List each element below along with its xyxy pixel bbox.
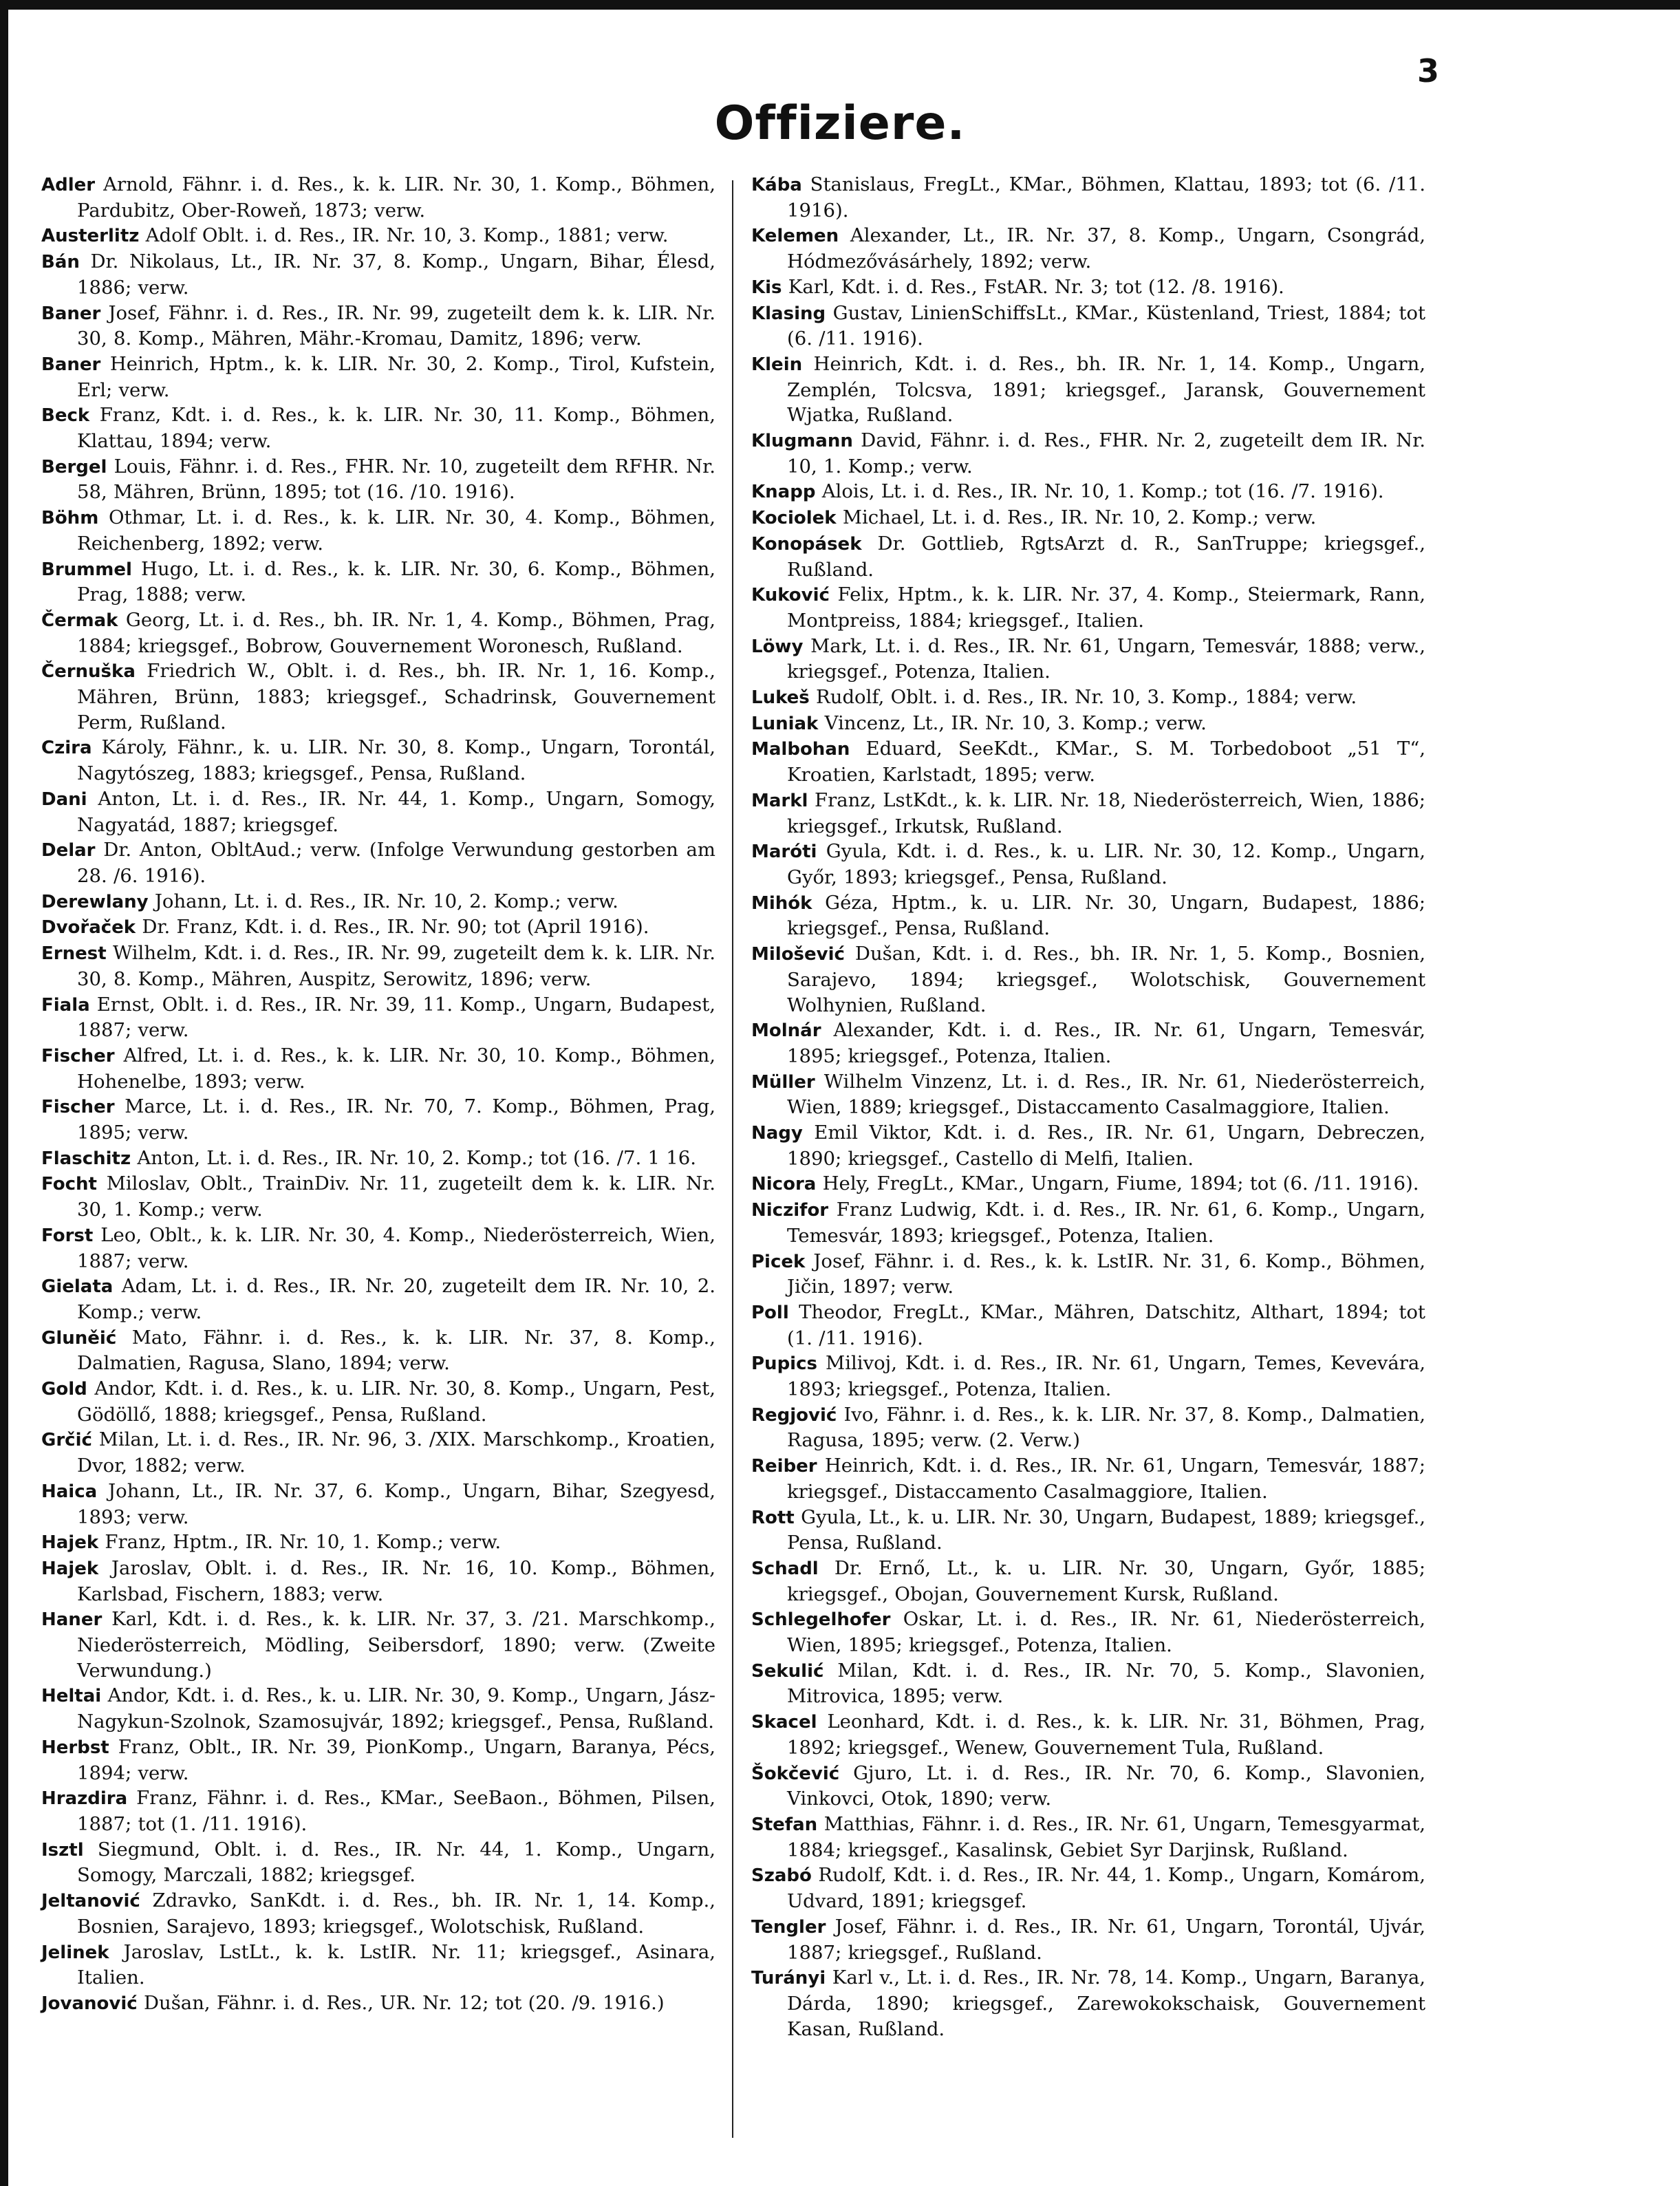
register-entry [41,403,715,453]
entry-surname: Jovanović [41,1993,138,2014]
entry-surname: Bán [41,252,80,273]
entry-details: Friedrich W., Oblt. i. d. Res., bh. IR. Nr. 1, 16. Komp., Mähren, Brünn, 1883; kriegsgef., Schadrinsk, Gouvernement Perm, Rußland. [77,660,715,733]
entry-surname: Malbohan [751,739,850,760]
entry-details: Mato, Fähnr. i. d. Res., k. k. LIR. Nr. 37, 8. Komp., Dalmatien, Ragusa, Slano, 1894; verw. [77,1326,715,1375]
entry-details: Josef, Fähnr. i. d. Res., IR. Nr. 61, Ungarn, Torontál, Ujvár, 1887; kriegsgef., Rußland. [787,1915,1425,1964]
register-entry [751,275,1425,301]
entry-details: Hugo, Lt. i. d. Res., k. k. LIR. Nr. 30, 6. Komp., Böhmen, Prag, 1888; verw. [77,557,715,606]
register-entry [751,1761,1425,1812]
entry-details: Andor, Kdt. i. d. Res., k. u. LIR. Nr. 30, 9. Komp., Ungarn, Jász-Nagykun-Szolnok, Szamosujvár, 1892; kriegsgef., Pensa, Rußland. [77,1684,715,1733]
entry-surname: Černuška [41,661,136,683]
entry-details: Dušan, Fähnr. i. d. Res., UR. Nr. 12; tot (20. /9. 1916.) [143,1991,665,2014]
register-entry [41,223,715,249]
entry-surname: Gielata [41,1276,114,1298]
register-entry [751,1249,1425,1300]
entry-details: Leo, Oblt., k. k. LIR. Nr. 30, 4. Komp., Niederösterreich, Wien, 1887; verw. [77,1223,715,1272]
entry-details: Georg, Lt. i. d. Res., bh. IR. Nr. 1, 4. Komp., Böhmen, Prag, 1884; kriegsgef., Bobrow, Gouvernement Woronesch, Rußland. [77,608,715,657]
entry-details: Franz, Oblt., IR. Nr. 39, PionKomp., Ungarn, Baranya, Pécs, 1894; verw. [77,1735,715,1784]
register-entry [751,941,1425,1018]
entry-surname: Böhm [41,508,99,529]
entry-surname: Gluněić [41,1327,117,1349]
entry-details: David, Fähnr. i. d. Res., FHR. Nr. 2, zugeteilt dem IR. Nr. 10, 1. Komp.; verw. [787,429,1426,478]
entry-surname: Nagy [751,1123,803,1144]
entry-surname: Beck [41,405,90,427]
register-entry [751,1709,1425,1760]
register-entry [751,1120,1425,1171]
entry-surname: Rott [751,1507,795,1528]
entry-surname: Adler [41,175,96,195]
entry-details: Stanislaus, FregLt., KMar., Böhmen, Klattau, 1893; tot (6. /11. 1916). [787,173,1425,222]
entry-surname: Reiber [751,1456,817,1477]
entry-details: Andor, Kdt. i. d. Res., k. u. LIR. Nr. 30, 8. Komp., Ungarn, Pest, Gödöllő, 1888; kriegsgef., Pensa, Rußland. [77,1378,716,1426]
register-entry [751,1607,1425,1658]
register-entry [41,249,715,300]
entry-surname: Stefan [751,1814,818,1835]
register-entry [751,531,1425,582]
entry-details: Dr. Gottlieb, RgtsArzt d. R., SanTruppe; kriegsgef., Rußland. [787,532,1425,581]
entry-details: Arnold, Fähnr. i. d. Res., k. k. LIR. Nr. 30, 1. Komp., Böhmen, Pardubitz, Ober-Roweň, 1873; verw. [77,173,715,222]
entry-surname: Bergel [41,456,107,478]
entry-details: Alois, Lt. i. d. Res., IR. Nr. 10, 1. Komp.; tot (16. /7. 1916). [821,480,1384,503]
register-entry [41,837,715,888]
register-entry [751,1197,1425,1248]
entry-surname: Jeltanović [41,1891,140,1912]
entry-surname: Kába [751,175,802,195]
entry-surname: Isztl [41,1839,84,1861]
register-entry [41,1530,715,1556]
entry-surname: Turányi [751,1968,826,1989]
entry-surname: Gold [41,1379,87,1400]
entry-details: Zdravko, SanKdt. i. d. Res., bh. IR. Nr. 1, 14. Komp., Bosnien, Sarajevo, 1893; kriegsgef., Wolotschisk, Rußland. [77,1889,715,1938]
entry-details: Alexander, Kdt. i. d. Res., IR. Nr. 61, Ungarn, Temesvár, 1895; kriegsgef., Potenza, Italien. [787,1019,1426,1067]
entry-details: Gustav, LinienSchiffsLt., KMar., Küstenland, Triest, 1884; tot (6. /11. 1916). [787,301,1425,350]
register-entry [751,1556,1425,1607]
entry-details: Othmar, Lt. i. d. Res., k. k. LIR. Nr. 30, 4. Komp., Böhmen, Reichenberg, 1892; verw. [77,506,715,555]
register-entry [751,736,1425,787]
register-entry [41,1376,715,1427]
entry-details: Rudolf, Oblt. i. d. Res., IR. Nr. 10, 3. Komp., 1884; verw. [816,686,1357,709]
entry-details: Heinrich, Kdt. i. d. Res., bh. IR. Nr. 1, 14. Komp., Ungarn, Zemplén, Tolcsva, 1891; kriegsgef., Jaransk, Gouvernement Wjatka, Rußland. [787,352,1425,427]
entry-surname: Kelemen [751,226,839,247]
entry-surname: Delar [41,840,96,861]
entry-surname: Markl [751,790,808,811]
entry-surname: Dani [41,789,87,810]
register-entry [751,582,1425,633]
register-entry [41,1991,715,2017]
entry-details: Franz Ludwig, Kdt. i. d. Res., IR. Nr. 61, 6. Komp., Ungarn, Temesvár, 1893; kriegsgef., Potenza, Italien. [787,1199,1425,1247]
register-entry [41,1786,715,1836]
entry-surname: Hajek [41,1532,99,1554]
entry-details: Dr. Nikolaus, Lt., IR. Nr. 37, 8. Komp., Ungarn, Bihar, Élesd, 1886; verw. [77,250,715,299]
register-entry [751,505,1425,531]
entry-details: Gjuro, Lt. i. d. Res., IR. Nr. 70, 6. Komp., Slavonien, Vinkovci, Otok, 1890; verw. [787,1761,1425,1810]
entry-surname: Austerlitz [41,226,140,247]
entry-details: Emil Viktor, Kdt. i. d. Res., IR. Nr. 61, Ungarn, Debreczen, 1890; kriegsgef., Castello di Melfi, Italien. [787,1122,1425,1170]
page-number: 3 [1417,52,1440,89]
entry-surname: Maróti [751,842,817,863]
register-entry [751,1505,1425,1556]
entry-surname: Ernest [41,943,107,965]
entry-details: Michael, Lt. i. d. Res., IR. Nr. 10, 2. Komp.; verw. [842,506,1317,529]
register-entry [41,1274,715,1325]
entry-details: Dušan, Kdt. i. d. Res., bh. IR. Nr. 1, 5. Komp., Bosnien, Sarajevo, 1894; kriegsgef., Wolotschisk, Gouvernement Wolhynien, Rußland. [787,943,1425,1016]
register-entry [41,786,715,837]
register-entry [41,735,715,786]
register-entry [41,1607,715,1683]
entry-surname: Szabó [751,1865,812,1887]
entry-details: Dr. Franz, Kdt. i. d. Res., IR. Nr. 90; tot (April 1916). [142,916,649,939]
register-entry [41,557,715,608]
entry-details: Felix, Hptm., k. k. LIR. Nr. 37, 4. Komp., Steiermark, Rann, Montpreiss, 1884; kriegsgef., Italien. [787,583,1425,632]
entry-surname: Schlegelhofer [751,1609,891,1631]
register-entry [41,608,715,658]
entry-details: Jaroslav, Oblt. i. d. Res., IR. Nr. 16, 10. Komp., Böhmen, Karlsbad, Fischern, 1883; verw. [77,1556,715,1605]
entry-surname: Poll [751,1302,789,1323]
register-entry [751,1658,1425,1709]
register-entry [41,1146,715,1172]
entry-surname: Herbst [41,1737,109,1758]
entry-surname: Czira [41,738,92,759]
entry-surname: Dvořaček [41,917,136,939]
entry-surname: Focht [41,1174,97,1195]
entry-surname: Milošević [751,944,845,965]
entry-details: Ivo, Fähnr. i. d. Res., k. k. LIR. Nr. 37, 8. Komp., Dalmatien, Ragusa, 1895; verw. (2. Verw.) [787,1403,1425,1452]
entry-surname: Flaschitz [41,1148,131,1169]
entry-details: Dr. Anton, ObltAud.; verw. (Infolge Verwundung gestorben am 28. /6. 1916). [77,839,715,887]
register-entry [41,1223,715,1274]
entry-details: Wilhelm, Kdt. i. d. Res., IR. Nr. 99, zugeteilt dem k. k. LIR. Nr. 30, 8. Komp., Mähren, Auspitz, Serowitz, 1896; verw. [77,942,715,990]
register-entry [41,889,715,915]
register-entry [41,1325,715,1376]
entry-surname: Kuković [751,585,830,606]
entry-details: Anton, Lt. i. d. Res., IR. Nr. 44, 1. Komp., Ungarn, Somogy, Nagyatád, 1887; kriegsgef. [77,787,715,836]
entry-details: Heinrich, Hptm., k. k. LIR. Nr. 30, 2. Komp., Tirol, Kufstein, Erl; verw. [77,352,715,401]
entry-surname: Luniak [751,713,819,734]
entry-details: Theodor, FregLt., KMar., Mähren, Datschitz, Althart, 1894; tot (1. /11. 1916). [787,1300,1425,1349]
entry-surname: Kis [751,277,782,298]
entry-details: Siegmund, Oblt. i. d. Res., IR. Nr. 44, 1. Komp., Ungarn, Somogy, Marczali, 1882; kriegsgef. [77,1838,716,1887]
entry-details: Milan, Kdt. i. d. Res., IR. Nr. 70, 5. Komp., Slavonien, Mitrovica, 1895; verw. [787,1659,1426,1708]
register-entry [751,1402,1425,1453]
register-entry [41,454,715,505]
entry-surname: Fiala [41,994,90,1016]
entry-details: Oskar, Lt. i. d. Res., IR. Nr. 61, Niederösterreich, Wien, 1895; kriegsgef., Potenza, Italien. [787,1608,1425,1657]
register-entry [751,1914,1425,1965]
entry-surname: Brummel [41,559,132,580]
entry-surname: Pupics [751,1353,817,1375]
entry-surname: Šokčević [751,1763,840,1784]
entry-surname: Lukeš [751,687,810,709]
register-entry [751,428,1425,479]
entry-details: Adolf Oblt. i. d. Res., IR. Nr. 10, 3. Komp., 1881; verw. [145,224,669,247]
entry-details: Milan, Lt. i. d. Res., IR. Nr. 96, 3. /XIX. Marschkomp., Kroatien, Dvor, 1882; verw. [77,1428,715,1477]
entry-surname: Sekulić [751,1660,824,1682]
register-entry [41,1094,715,1145]
register-entry [751,1018,1425,1069]
entry-surname: Jelinek [41,1942,109,1963]
register-entry [751,223,1425,274]
register-entry [751,301,1425,352]
entry-surname: Haner [41,1609,103,1631]
entry-details: Johann, Lt., IR. Nr. 37, 6. Komp., Ungarn, Bihar, Szegyesd, 1893; verw. [77,1479,715,1528]
register-entry [41,1556,715,1607]
register-entry [751,685,1425,711]
register-entry [751,1812,1425,1863]
scan-left-edge [0,0,8,2186]
register-entry [751,1965,1425,2042]
left-column [41,172,715,2017]
entry-details: Josef, Fähnr. i. d. Res., k. k. LstIR. Nr. 31, 6. Komp., Böhmen, Jičin, 1897; verw. [787,1250,1425,1298]
entry-surname: Skacel [751,1712,817,1733]
entry-surname: Kociolek [751,508,837,529]
entry-details: Karl v., Lt. i. d. Res., IR. Nr. 78, 14. Komp., Ungarn, Baranya, Dárda, 1890; kriegsgef., Zarewokokschaisk, Gouvernement Kasan, Rußland. [787,1967,1425,2040]
entry-surname: Fischer [41,1097,115,1118]
register-entry [41,1888,715,1939]
entry-surname: Schadl [751,1558,819,1579]
entry-surname: Baner [41,354,101,375]
entry-surname: Klugmann [751,431,853,452]
entry-details: Matthias, Fähnr. i. d. Res., IR. Nr. 61, Ungarn, Temesgyarmat, 1884; kriegsgef., Kasalinsk, Gebiet Syr Darjinsk, Rußland. [787,1813,1425,1861]
entry-details: Anton, Lt. i. d. Res., IR. Nr. 10, 2. Komp.; tot (16. /7. 1 16. [137,1146,696,1169]
entry-details: Karl, Kdt. i. d. Res., k. k. LIR. Nr. 37, 3. /21. Marschkomp., Niederösterreich, Mödling, Seibersdorf, 1890; verw. (Zweite Verwundung.) [77,1608,715,1682]
entry-surname: Löwy [751,636,804,657]
entry-details: Mark, Lt. i. d. Res., IR. Nr. 61, Ungarn, Temesvár, 1888; verw., kriegsgef., Potenza, Italien. [787,634,1425,683]
entry-surname: Hrazdira [41,1788,128,1810]
register-entry [751,172,1425,223]
entry-details: Franz, Hptm., IR. Nr. 10, 1. Komp.; verw. [105,1531,502,1554]
entry-surname: Regjović [751,1404,837,1426]
register-entry [751,1171,1425,1197]
entry-surname: Baner [41,303,101,324]
right-column [751,172,1425,2042]
entry-details: Franz, Fähnr. i. d. Res., KMar., SeeBaon., Böhmen, Pilsen, 1887; tot (1. /11. 1916). [77,1787,715,1835]
entry-surname: Knapp [751,482,816,503]
entry-details: Vincenz, Lt., IR. Nr. 10, 3. Komp.; verw. [824,711,1207,734]
entry-details: Heinrich, Kdt. i. d. Res., IR. Nr. 61, Ungarn, Temesvár, 1887; kriegsgef., Distaccamento Casalmaggiore, Italien. [787,1455,1425,1503]
register-entry [41,1171,715,1222]
register-entry [41,992,715,1043]
entry-surname: Heltai [41,1686,102,1707]
register-entry [41,505,715,556]
register-entry [41,1940,715,1991]
entry-details: Eduard, SeeKdt., KMar., S. M. Torbedoboot „51 T“, Kroatien, Karlstadt, 1895; verw. [787,738,1425,786]
register-entry [751,890,1425,941]
entry-surname: Klein [751,354,803,375]
entry-surname: Haica [41,1481,98,1502]
entry-surname: Niczifor [751,1200,829,1221]
entry-details: Jaroslav, LstLt., k. k. LstIR. Nr. 11; kriegsgef., Asinara, Italien. [77,1940,716,1989]
register-entry [41,1479,715,1530]
entry-surname: Klasing [751,303,826,324]
register-entry [751,479,1425,505]
register-entry [751,1453,1425,1504]
entry-surname: Müller [751,1071,815,1093]
entry-details: Alfred, Lt. i. d. Res., k. k. LIR. Nr. 30, 10. Komp., Böhmen, Hohenelbe, 1893; verw. [77,1044,715,1093]
entry-details: Leonhard, Kdt. i. d. Res., k. k. LIR. Nr. 31, Böhmen, Prag, 1892; kriegsgef., Wenew, Gouvernement Tula, Rußland. [787,1711,1426,1759]
entry-surname: Picek [751,1251,806,1272]
entry-details: Géza, Hptm., k. u. LIR. Nr. 30, Ungarn, Budapest, 1886; kriegsgef., Pensa, Rußland. [787,891,1425,940]
entry-surname: Konopásek [751,533,862,555]
entry-details: Louis, Fähnr. i. d. Res., FHR. Nr. 10, zugeteilt dem RFHR. Nr. 58, Mähren, Brünn, 1895; tot (16. /10. 1916). [77,455,715,504]
entry-surname: Grčić [41,1430,92,1451]
entry-surname: Mihók [751,892,812,914]
scan-top-edge [0,0,1680,10]
entry-surname: Tengler [751,1916,826,1938]
register-entry [751,711,1425,737]
entry-surname: Fischer [41,1045,115,1067]
entry-details: Franz, Kdt. i. d. Res., k. k. LIR. Nr. 30, 11. Komp., Böhmen, Klattau, 1894; verw. [77,404,715,453]
entry-details: Hely, FregLt., KMar., Ungarn, Fiume, 1894; tot (6. /11. 1916). [822,1172,1419,1195]
page-title: Offiziere. [714,96,966,151]
entry-details: Károly, Fähnr., k. u. LIR. Nr. 30, 8. Komp., Ungarn, Torontál, Nagytószeg, 1883; kriegsgef., Pensa, Rußland. [77,736,715,785]
register-entry [41,1427,715,1478]
register-entry [41,914,715,941]
entry-details: Franz, LstKdt., k. k. LIR. Nr. 18, Niederösterreich, Wien, 1886; kriegsgef., Irkutsk, Rußland. [787,789,1425,837]
register-entry [41,1735,715,1786]
entry-details: Dr. Ernő, Lt., k. u. LIR. Nr. 30, Ungarn, Győr, 1885; kriegsgef., Obojan, Gouvernement Kursk, Rußland. [787,1556,1426,1605]
entry-details: Marce, Lt. i. d. Res., IR. Nr. 70, 7. Komp., Böhmen, Prag, 1895; verw. [77,1095,715,1144]
register-entry [751,634,1425,685]
register-entry [41,658,715,735]
register-entry [41,172,715,223]
register-entry [41,1683,715,1734]
entry-details: Alexander, Lt., IR. Nr. 37, 8. Komp., Ungarn, Csongrád, Hódmezővásárhely, 1892; verw. [787,224,1425,273]
register-entry [751,1863,1425,1914]
register-entry [41,1837,715,1888]
entry-surname: Hajek [41,1558,99,1579]
register-entry [41,941,715,992]
entry-surname: Molnár [751,1020,821,1042]
entry-details: Johann, Lt. i. d. Res., IR. Nr. 10, 2. Komp.; verw. [154,890,618,912]
register-entry [751,1069,1425,1120]
entry-details: Milivoj, Kdt. i. d. Res., IR. Nr. 61, Ungarn, Temes, Kevevára, 1893; kriegsgef., Potenza, Italien. [787,1352,1425,1401]
entry-details: Ernst, Oblt. i. d. Res., IR. Nr. 39, 11. Komp., Ungarn, Budapest, 1887; verw. [77,993,715,1042]
entry-details: Wilhelm Vinzenz, Lt. i. d. Res., IR. Nr. 61, Niederösterreich, Wien, 1889; kriegsgef., Distaccamento Casalmaggiore, Italien. [787,1070,1426,1119]
entry-details: Rudolf, Kdt. i. d. Res., IR. Nr. 44, 1. Komp., Ungarn, Komárom, Udvard, 1891; kriegsgef. [787,1864,1425,1913]
register-entry [41,352,715,403]
entry-details: Gyula, Kdt. i. d. Res., k. u. LIR. Nr. 30, 12. Komp., Ungarn, Győr, 1893; kriegsgef., Pensa, Rußland. [787,840,1425,888]
column-divider [732,180,733,2138]
entry-details: Josef, Fähnr. i. d. Res., IR. Nr. 99, zugeteilt dem k. k. LIR. Nr. 30, 8. Komp., Mähren, Mähr.-Kromau, Damitz, 1896; verw. [77,301,715,350]
entry-surname: Nicora [751,1174,817,1195]
register-entry [751,1300,1425,1351]
register-entry [41,301,715,352]
register-entry [751,1351,1425,1402]
register-entry [41,1043,715,1094]
entry-surname: Čermak [41,610,118,631]
entry-details: Adam, Lt. i. d. Res., IR. Nr. 20, zugeteilt dem IR. Nr. 10, 2. Komp.; verw. [77,1275,715,1323]
register-entry [751,839,1425,890]
register-entry [751,352,1425,428]
entry-details: Miloslav, Oblt., TrainDiv. Nr. 11, zugeteilt dem k. k. LIR. Nr. 30, 1. Komp.; verw. [77,1172,715,1221]
entry-details: Gyula, Lt., k. u. LIR. Nr. 30, Ungarn, Budapest, 1889; kriegsgef., Pensa, Rußland. [787,1505,1425,1554]
entry-surname: Forst [41,1225,94,1246]
entry-details: Karl, Kdt. i. d. Res., FstAR. Nr. 3; tot (12. /8. 1916). [788,275,1284,298]
entry-surname: Derewlany [41,891,149,912]
register-entry [751,788,1425,839]
